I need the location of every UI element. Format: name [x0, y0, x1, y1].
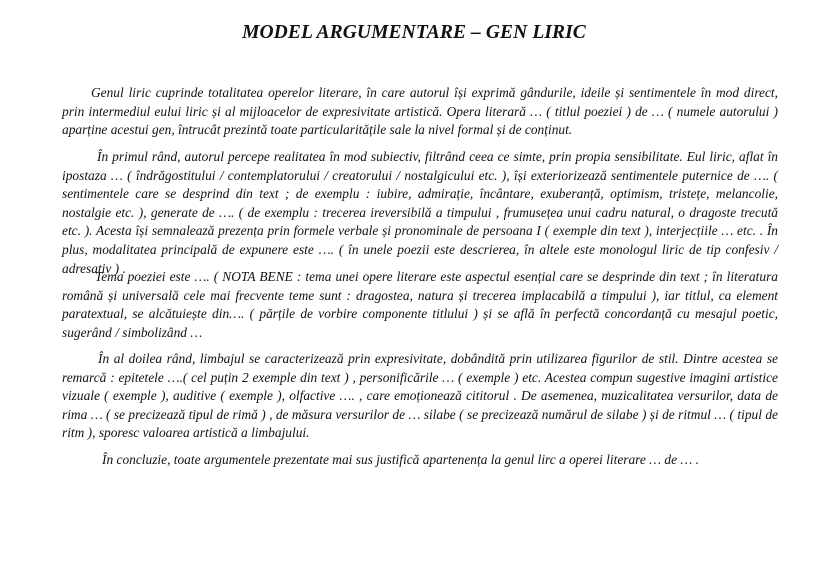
- paragraph-second-argument: În al doilea rând, limbajul se caracterizează prin expresivitate, dobândită prin utilizarea figurilor de stil. Dintre acestea se remarcă : epitetele ….( cel puțin 2 exemple din text ) , personificările … ( exemple ) etc. Acestea compun sugestive imagini artistice vizuale ( exemple ), auditive ( exemple ), olfactive …. , care emoționează cititorul . De asemenea, muzicalitatea versurilor, data de rima … ( se precizează tipul de rimă ) , de măsura versurilor de … silabe ( se precizează numărul de silabe ) și de ritmul … ( tipul de ritm ), sporesc valoarea artistică a limbajului.: [62, 351, 778, 441]
- paragraph-introduction: Genul liric cuprinde totalitatea operelor literare, în care autorul își exprimă gândurile, ideile și sentimentele în mod direct, prin intermediul eului liric și al mijloacelor de expresivitate artistică. Opera literară … ( titlul poeziei ) de … ( numele autorului ) aparține acestui gen, întrucât prezintă toate particularitățile sale la nivel formal și de conținut.: [62, 85, 778, 138]
- paragraph-conclusion: În concluzie, toate argumentele prezentate mai sus justifică apartenența la genul lirc a operei literare … de … .: [102, 452, 700, 467]
- paragraph-first-argument: În primul rând, autorul percepe realitatea în mod subiectiv, filtrând ceea ce simte, prin propia sensibilitate. Eul liric, aflat în ipostaza … ( îndrăgostitului / contemplatorului / creatorului / nostalgicului etc. ), își exteriorizează sentimentele puternice de …. ( sentimentele care se desprind din text ; de exemplu : iubire, admirație, încântare, exuberanță, optimism, tristețe, melancolie, nostalgie etc. ), generate de …. ( de exemplu : trecerea ireversibilă a timpului , frumusețea unui cadru natural, o dragoste trecută etc. ). Acesta își semnalează prezența prin formele verbale și pronominale de persoana I ( exemple din text ), interjecțiile … etc. . În plus, modalitatea principală de expunere este …. ( în unele poezii este descrierea, în altele este monologul liric de tip confesiv / adresativ ) .: [62, 149, 778, 276]
- document-title: MODEL ARGUMENTARE – GEN LIRIC: [242, 22, 586, 43]
- paragraph-theme: Tema poeziei este …. ( NOTA BENE : tema unei opere literare este aspectul esențial care se desprinde din text ; în literatura română și universală cele mai frecvente teme sunt : dragostea, natura și trecerea implacabilă a timpului ), iar titlul, ca element paratextual, se alcătuiește din…. ( părțile de vorbire componente titlului ) și se află în perfectă concordanță cu mesajul poetic, sugerând / simbolizând …: [62, 269, 778, 340]
